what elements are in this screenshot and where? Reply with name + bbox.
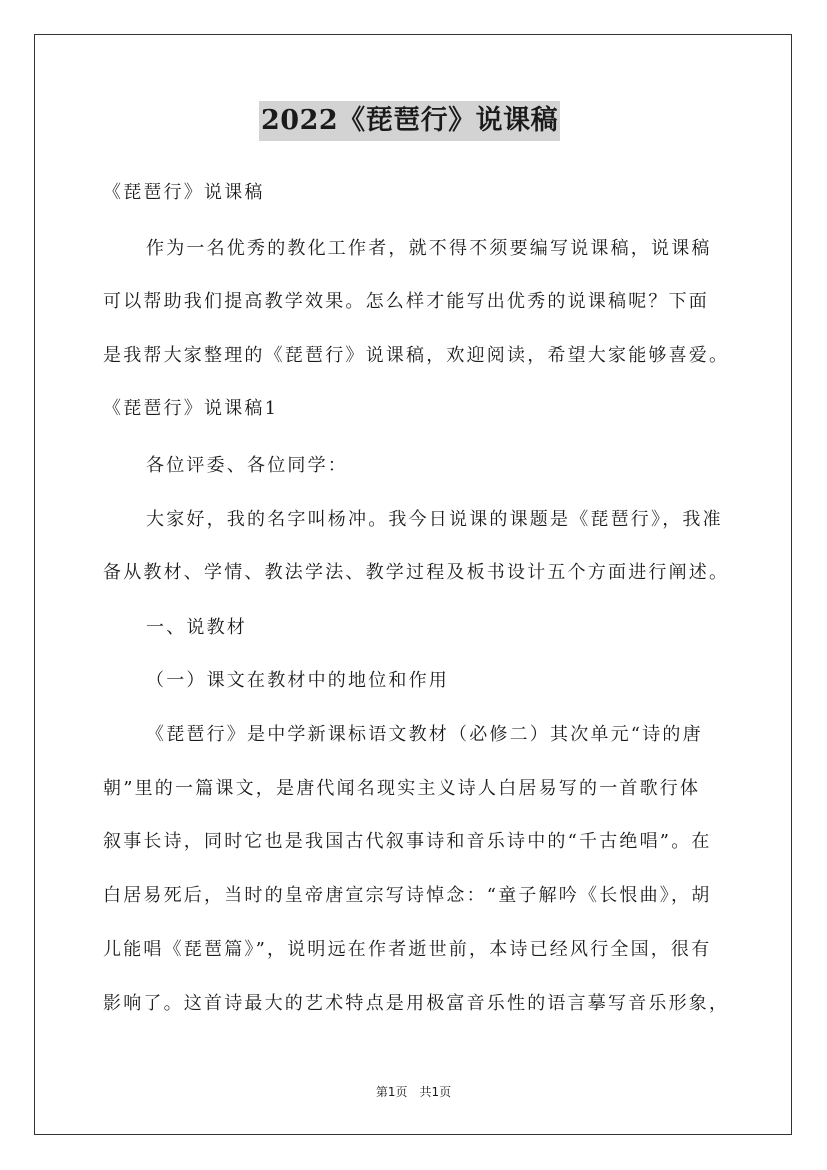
subsection-heading: （一）课文在教材中的地位和作用 xyxy=(146,670,449,691)
paragraph-line: 《琵琶行》是中学新课标语文教材（必修二）其次单元“诗的唐 xyxy=(146,724,703,745)
section-heading: 《琵琶行》说课稿1 xyxy=(103,398,279,419)
paragraph-line: 影响了。这首诗最大的艺术特点是用极富音乐性的语言摹写音乐形象， xyxy=(103,993,730,1014)
paragraph-line: 儿能唱《琵琶篇》”，说明远在作者逝世前，本诗已经风行全国，很有 xyxy=(103,939,712,960)
paragraph-line: 叙事长诗，同时它也是我国古代叙事诗和音乐诗中的“千古绝唱”。在 xyxy=(103,831,712,852)
paragraph-line: 朝”里的一篇课文，是唐代闻名现实主义诗人白居易写的一首歌行体 xyxy=(103,778,701,799)
paragraph-line: 白居易死后，当时的皇帝唐宣宗写诗悼念：“童子解吟《长恨曲》，胡 xyxy=(103,885,712,906)
paragraph-line: 备从教材、学情、教法学法、教学过程及板书设计五个方面进行阐述。 xyxy=(103,562,730,583)
section-heading: 一、说教材 xyxy=(146,617,247,638)
paragraph-line: 大家好，我的名字叫杨冲。我今日说课的课题是《琵琶行》，我准 xyxy=(146,509,723,530)
greeting-line: 各位评委、各位同学： xyxy=(146,455,348,476)
paragraph-line: 可以帮助我们提高教学效果。怎么样才能写出优秀的说课稿呢？下面 xyxy=(103,291,709,312)
document-title: 2022《琵琶行》说课稿 xyxy=(259,101,560,141)
paragraph-line: 是我帮大家整理的《琵琶行》说课稿，欢迎阅读，希望大家能够喜爱。 xyxy=(103,345,730,366)
page-footer: 第1页 共1页 xyxy=(375,1085,452,1099)
paragraph-line: 作为一名优秀的教化工作者，就不得不须要编写说课稿，说课稿 xyxy=(146,238,712,259)
subtitle-line: 《琵琶行》说课稿 xyxy=(103,182,265,203)
